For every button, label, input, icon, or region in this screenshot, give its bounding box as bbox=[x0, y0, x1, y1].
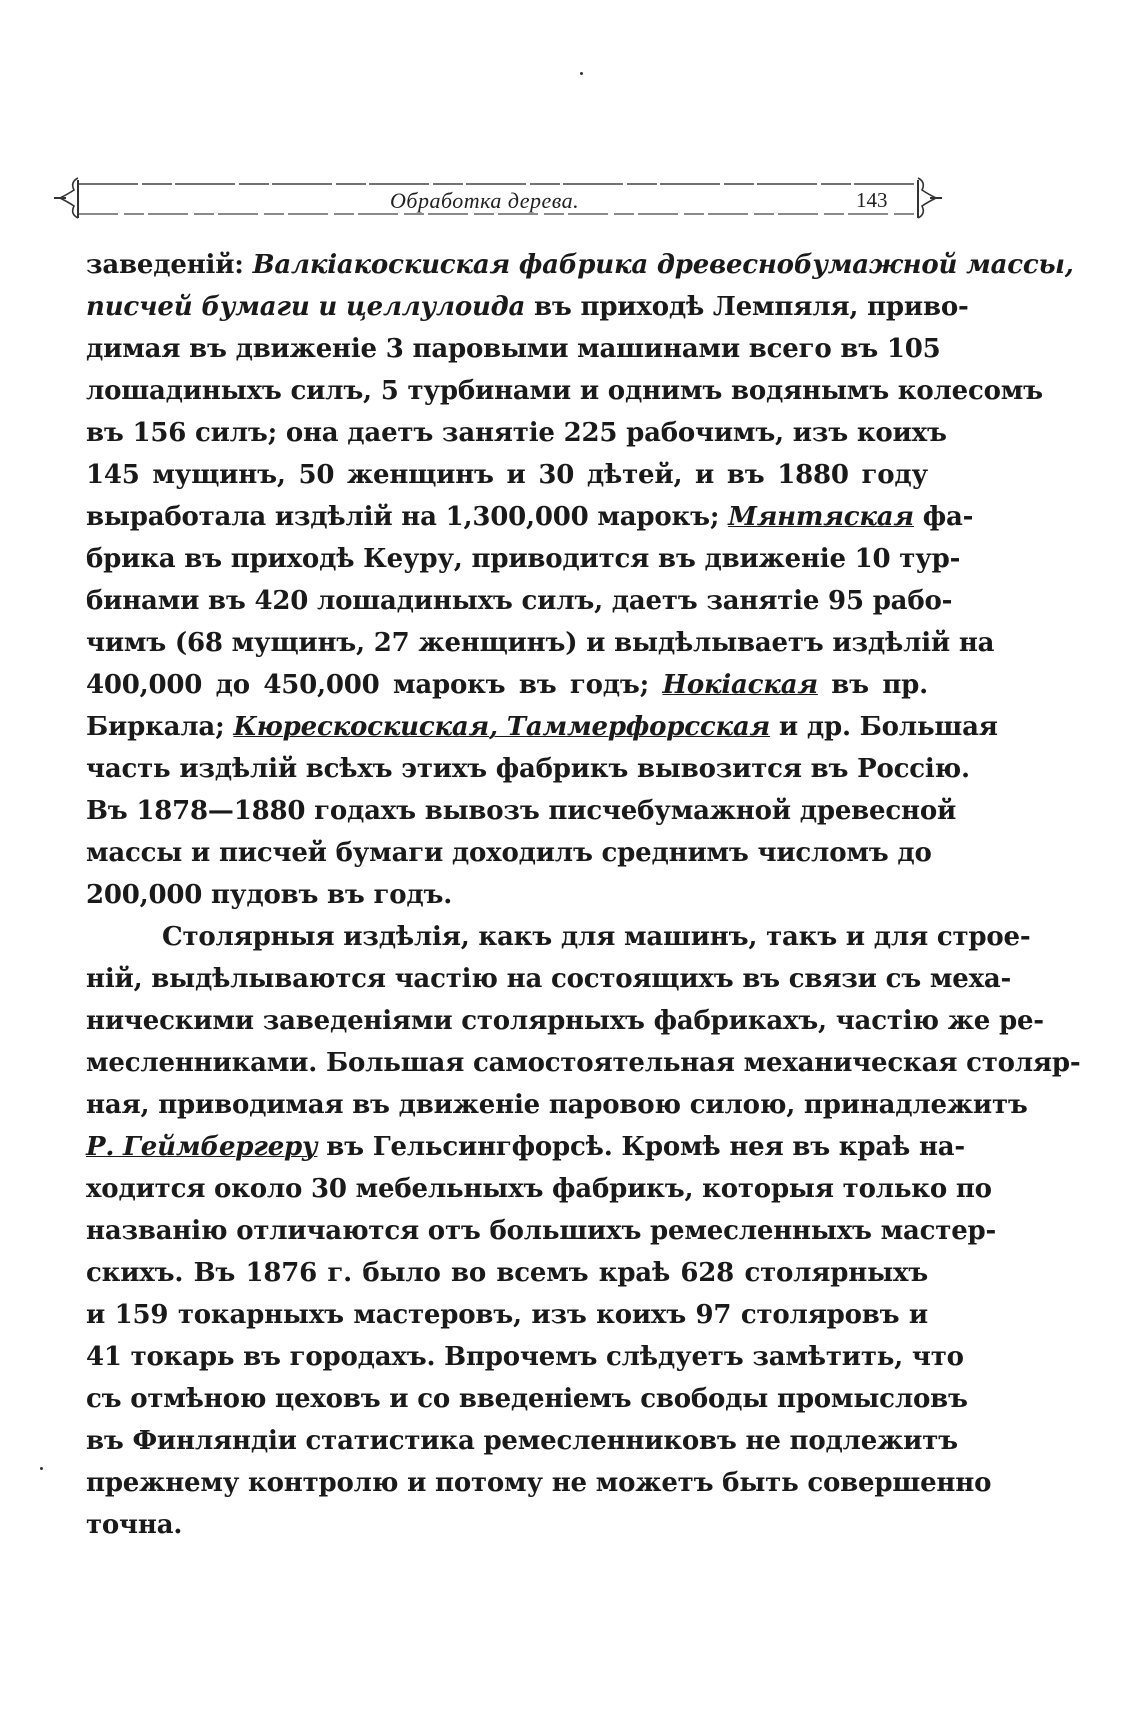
running-header bbox=[48, 168, 948, 230]
text-line bbox=[86, 1042, 1081, 1084]
text-run: и др. Большая bbox=[770, 712, 998, 742]
italic-run: писчей бумаги и целлулоида bbox=[86, 292, 526, 322]
text-line bbox=[86, 496, 974, 538]
italic-underlined-run: Мянтяская bbox=[728, 502, 914, 532]
text-line bbox=[86, 874, 928, 916]
text-line bbox=[86, 1420, 958, 1462]
text-line bbox=[86, 580, 953, 622]
text-line bbox=[86, 1336, 964, 1378]
text-line bbox=[86, 538, 961, 580]
italic-underlined-run: Нокіаская bbox=[662, 670, 818, 700]
text-line bbox=[86, 1294, 928, 1336]
text-run: лошадиныхъ силъ, 5 турбинами и однимъ водянымъ колесомъ bbox=[86, 376, 1043, 406]
text-line bbox=[86, 1126, 966, 1168]
text-run: фа- bbox=[913, 502, 974, 532]
text-run: и 159 токарныхъ мастеровъ, изъ коихъ 97 столяровъ и bbox=[86, 1300, 928, 1330]
text-line bbox=[86, 1000, 1044, 1042]
text-run: ходится около 30 мебельныхъ фабрикъ, которыя только по bbox=[86, 1174, 992, 1204]
text-run: ническими заведеніями столярныхъ фабрикахъ, частію же ре- bbox=[86, 1006, 1044, 1036]
italic-underlined-run: Р. Геймбергеру bbox=[86, 1132, 318, 1162]
text-run: выработала издѣлій на 1,300,000 марокъ; bbox=[86, 502, 729, 532]
text-run: чимъ (68 мущинъ, 27 женщинъ) и выдѣлываетъ издѣлій на bbox=[86, 628, 995, 658]
text-run: точна. bbox=[86, 1510, 183, 1540]
text-run: димая въ движеніе 3 паровыми машинами всего въ 105 bbox=[86, 334, 941, 364]
text-line bbox=[86, 1462, 992, 1504]
text-line bbox=[86, 790, 957, 832]
scan-speck bbox=[40, 1467, 43, 1470]
running-title: Обработка дерева. bbox=[390, 188, 580, 213]
text-line bbox=[86, 832, 932, 874]
italic-run: Валкіакоскиская фабрика древеснобумажной массы, bbox=[252, 250, 1074, 280]
text-line bbox=[86, 706, 998, 748]
text-line bbox=[86, 412, 947, 454]
text-run: въ Гельсингфорсѣ. Кромѣ нея въ краѣ на- bbox=[317, 1132, 966, 1162]
text-run: названію отличаются отъ большихъ ремесленныхъ мастер- bbox=[86, 1216, 997, 1246]
text-run: въ приходѣ Лемпяля, приво- bbox=[525, 292, 969, 322]
text-run: скихъ. Въ 1876 г. было во всемъ краѣ 628 столярныхъ bbox=[86, 1258, 928, 1288]
text-run: въ Финляндіи статистика ремесленниковъ не подлежитъ bbox=[86, 1426, 958, 1456]
text-run: брика въ приходѣ Кеуру, приводится въ движеніе 10 тур- bbox=[86, 544, 961, 574]
text-run: въ пр. bbox=[817, 670, 928, 700]
text-line bbox=[86, 328, 941, 370]
text-line bbox=[86, 1210, 997, 1252]
text-line bbox=[86, 286, 969, 328]
text-line bbox=[86, 664, 928, 706]
text-run: бинами въ 420 лошадиныхъ силъ, даетъ занятіе 95 рабо- bbox=[86, 586, 953, 616]
text-run: въ 156 силъ; она даетъ занятіе 225 рабочимъ, изъ коихъ bbox=[86, 418, 947, 448]
text-line bbox=[86, 370, 1043, 412]
text-run: прежнему контролю и потому не можетъ быть совершенно bbox=[86, 1468, 992, 1498]
text-run: 200,000 пудовъ въ годъ. bbox=[86, 880, 453, 910]
text-run: съ отмѣною цеховъ и со введеніемъ свободы промысловъ bbox=[86, 1384, 968, 1414]
text-line bbox=[86, 454, 928, 496]
text-run: 41 токарь въ городахъ. Впрочемъ слѣдуетъ замѣтить, что bbox=[86, 1342, 964, 1372]
body-text bbox=[86, 244, 1081, 1546]
text-run: заведеній: bbox=[86, 250, 253, 280]
text-run: Въ 1878—1880 годахъ вывозъ писчебумажной древесной bbox=[86, 796, 957, 826]
text-line bbox=[86, 1168, 992, 1210]
text-run: Столярныя издѣлія, какъ для машинъ, такъ и для строе- bbox=[162, 922, 1031, 952]
text-run: 145 мущинъ, 50 женщинъ и 30 дѣтей, и въ 1880 году bbox=[86, 460, 928, 490]
text-line bbox=[86, 1378, 968, 1420]
text-line bbox=[86, 748, 970, 790]
text-run: ній, выдѣлываются частію на состоящихъ въ связи съ меха- bbox=[86, 964, 1012, 994]
page-number: 143 bbox=[856, 188, 888, 212]
text-line bbox=[86, 1252, 928, 1294]
italic-underlined-run: Кюрескоскиская, Таммерфорсская bbox=[233, 712, 771, 742]
scan-speck bbox=[580, 72, 583, 75]
text-run: массы и писчей бумаги доходилъ среднимъ числомъ до bbox=[86, 838, 932, 868]
text-run: 400,000 до 450,000 марокъ въ годъ; bbox=[86, 670, 663, 700]
text-line bbox=[86, 244, 1074, 286]
text-run: ная, приводимая въ движеніе паровою силою, принадлежитъ bbox=[86, 1090, 1028, 1120]
text-line bbox=[86, 1504, 928, 1546]
text-run: месленниками. Большая самостоятельная механическая столяр- bbox=[86, 1048, 1081, 1078]
text-line bbox=[86, 622, 995, 664]
text-line bbox=[86, 1084, 1028, 1126]
text-run: Биркала; bbox=[86, 712, 234, 742]
text-line bbox=[86, 958, 1012, 1000]
text-run: часть издѣлій всѣхъ этихъ фабрикъ вывозится въ Россію. bbox=[86, 754, 970, 784]
text-line bbox=[86, 916, 1031, 958]
